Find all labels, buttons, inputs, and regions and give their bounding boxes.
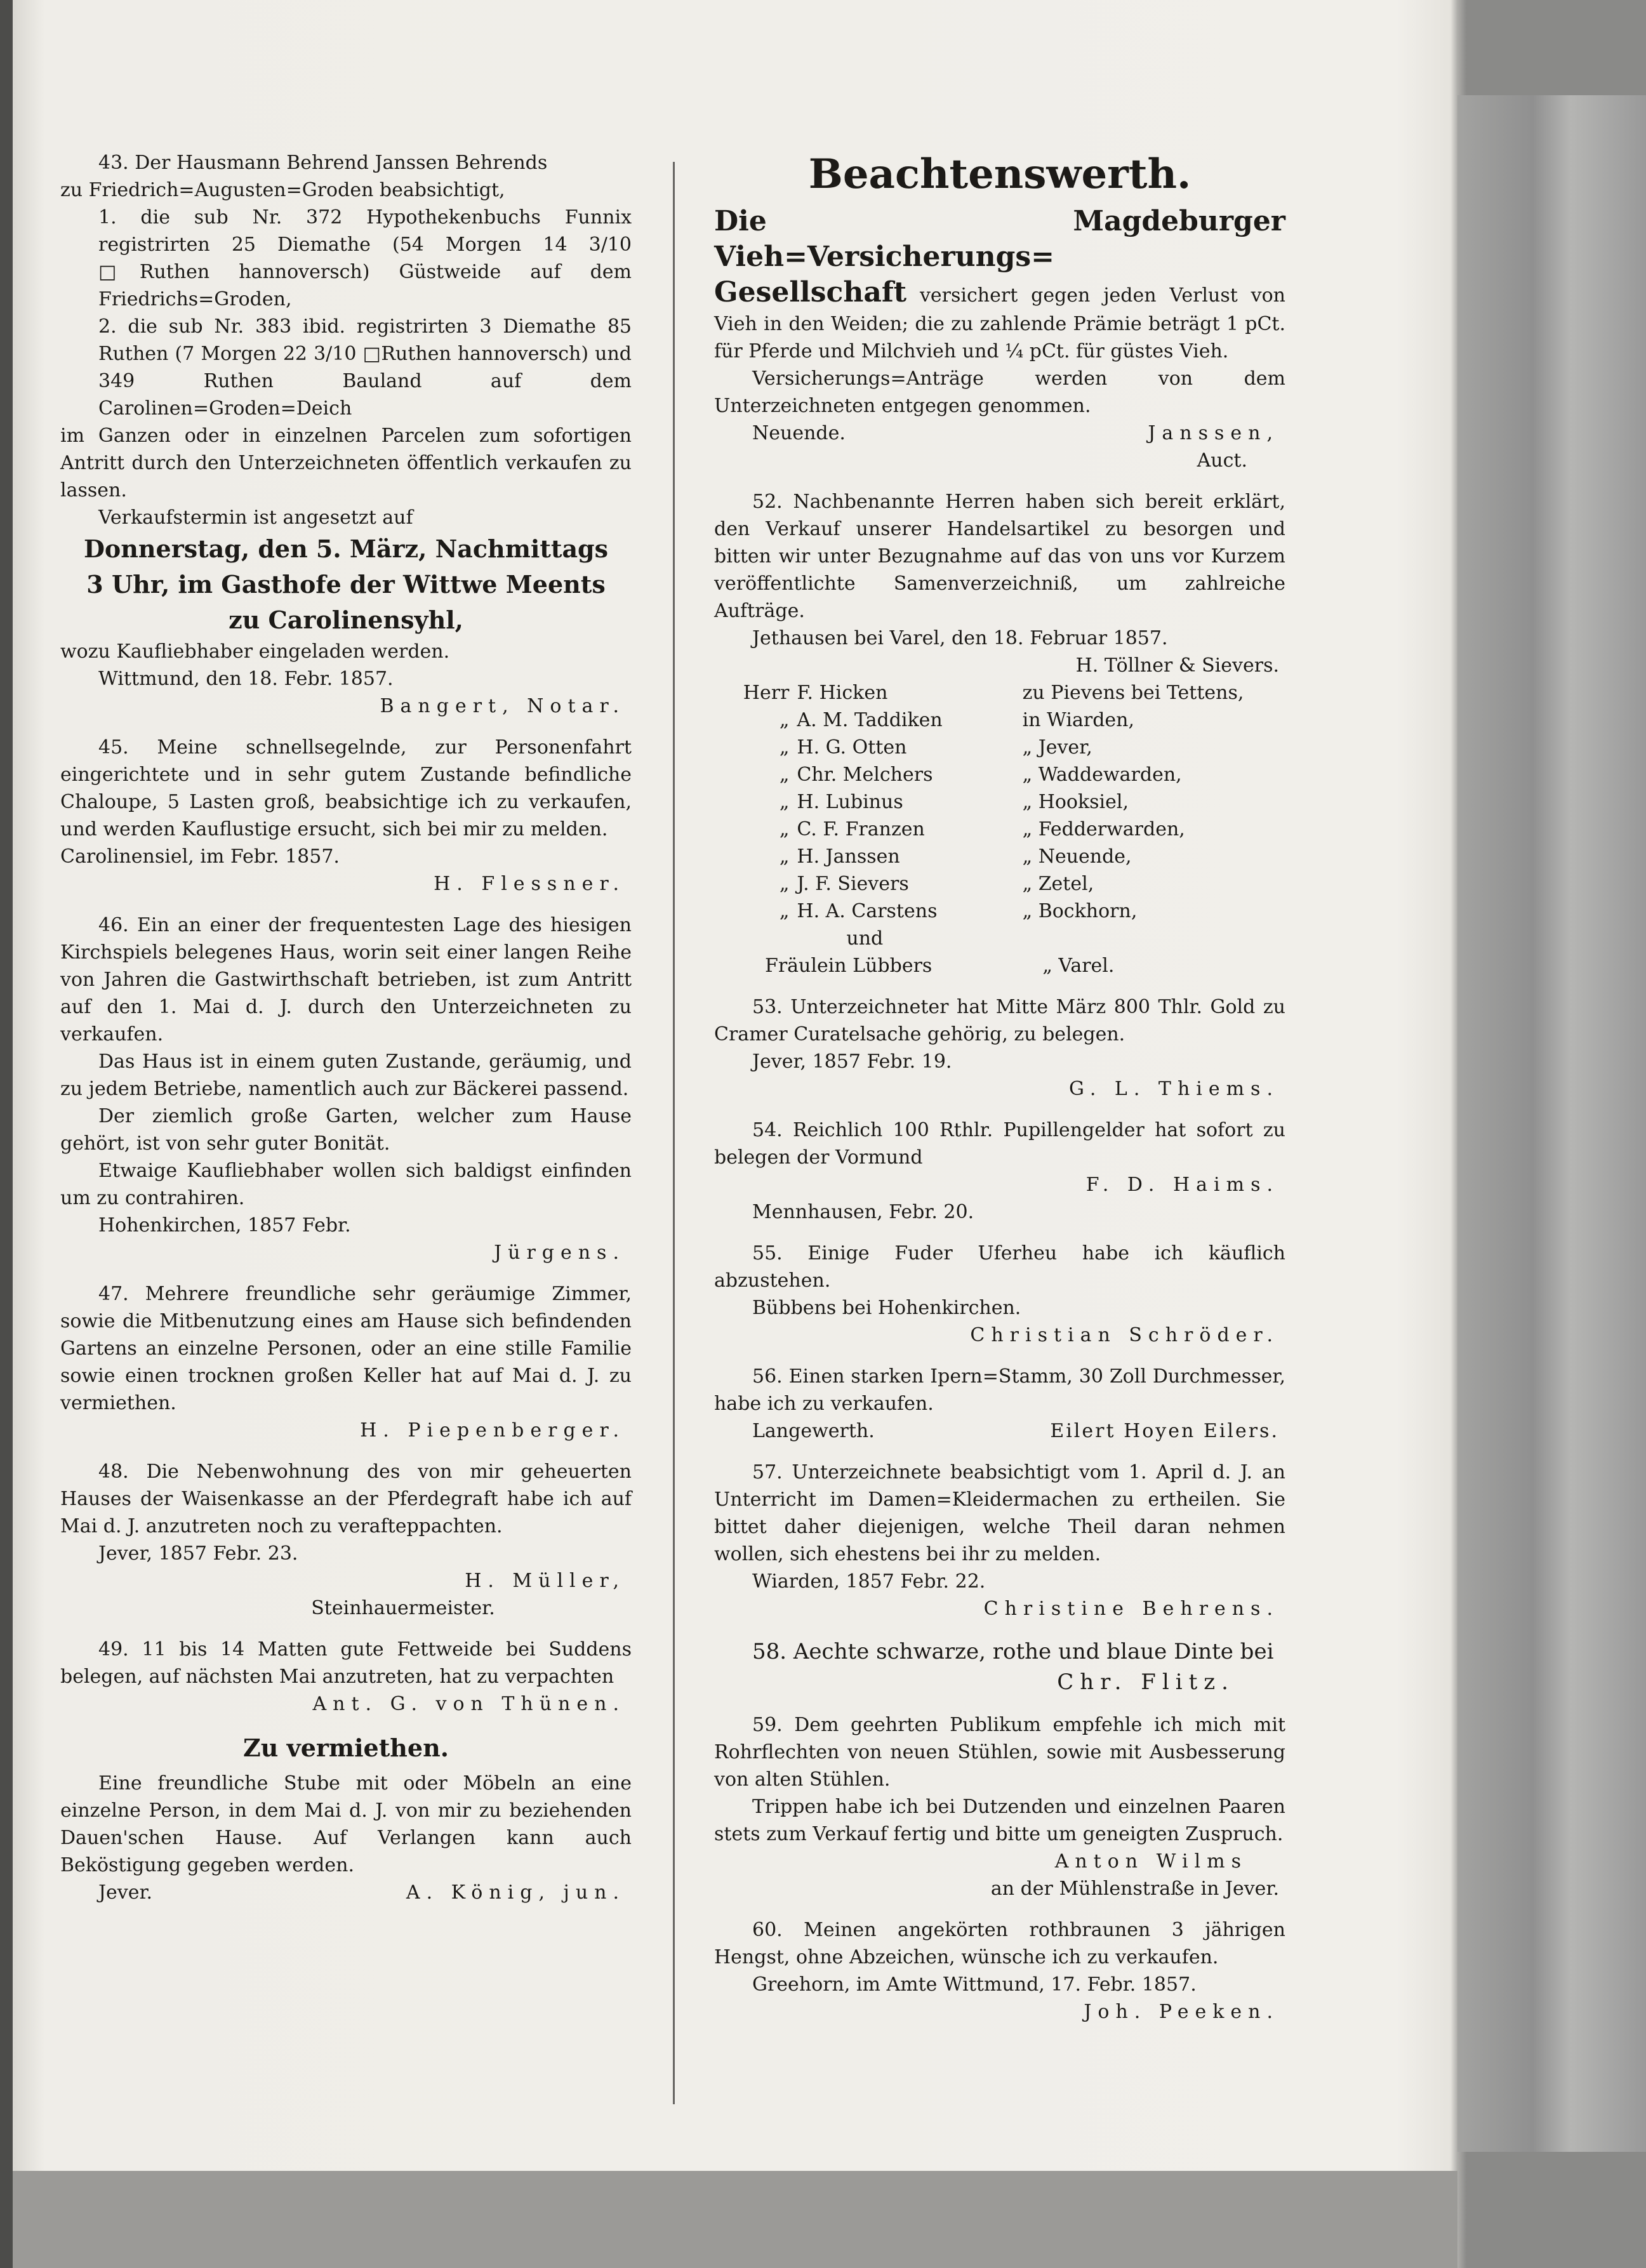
left-column: [60, 149, 632, 1920]
agent-row: [714, 816, 1285, 843]
agent-name: A. M. Taddiken: [797, 709, 943, 731]
agent-name: Chr. Melchers: [797, 764, 933, 786]
ad-43-invite: wozu Kaufliebhaber eingeladen werden.: [60, 640, 450, 663]
ad-46-body-4: Etwaige Kaufliebhaber wollen sich baldigst einfinden um zu contrahiren.: [60, 1160, 632, 1209]
zu-vermiethen-signature: A. König, jun.: [406, 1881, 625, 1904]
ad-55-body: 55. Einige Fuder Uferheu habe ich käuflich abzustehen.: [714, 1242, 1285, 1292]
agent-prefix: „: [779, 846, 790, 868]
agent-place: zu Pievens bei Tettens,: [1022, 682, 1244, 704]
ad-57-place-date: Wiarden, 1857 Febr. 22.: [752, 1570, 986, 1593]
agent-place: „ Neuende,: [1022, 846, 1132, 868]
ad-48-place-date: Jever, 1857 Febr. 23.: [98, 1542, 298, 1565]
zu-vermiethen-ad: [60, 1732, 632, 1906]
ad-60-place-date: Greehorn, im Amte Wittmund, 17. Febr. 1857.: [752, 1973, 1197, 1996]
agent-prefix: „: [779, 873, 790, 895]
beachtenswerth-subheading-1: Die Magdeburger Vieh=Versicherungs=: [714, 205, 1285, 273]
ad-59: [714, 1711, 1285, 1902]
ad-43-item-2: 2. die sub Nr. 383 ibid. registrirten 3 Diemathe 85 Ruthen (7 Morgen 22 3/10 □Ruthen hannoversch) und 349 Ruthen Bauland auf dem Carolinen=Groden=Deich: [98, 315, 632, 420]
ad-45-signature: H. Flessner.: [434, 873, 625, 895]
beachtenswerth-signature-title: Auct.: [1197, 449, 1247, 472]
ad-45-place-date: Carolinensiel, im Febr. 1857.: [60, 846, 340, 868]
agent-prefix: „: [779, 764, 790, 786]
agent-place: „ Waddewarden,: [1022, 764, 1182, 786]
ad-43-termin: Verkaufstermin ist angesetzt auf: [98, 507, 413, 529]
ad-52-place-date: Jethausen bei Varel, den 18. Februar 1857.: [752, 627, 1168, 649]
agent-row: [714, 706, 1285, 734]
ad-55: [714, 1240, 1285, 1349]
agent-name: H. A. Carstens: [797, 900, 938, 922]
page-bottom-margin: [13, 2171, 1457, 2268]
agent-prefix: „: [779, 709, 790, 731]
ad-43-item-1: 1. die sub Nr. 372 Hypothekenbuchs Funnix registrirten 25 Diemathe (54 Morgen 14 3/10 □Ruthen hannoversch) Güstweide auf dem Friedrichs=Groden,: [98, 206, 632, 310]
column-divider: [673, 162, 675, 2104]
agent-row: [714, 734, 1285, 761]
agent-place: „ Bockhorn,: [1022, 900, 1138, 922]
agent-und-row: [714, 925, 1285, 952]
ad-46-signature: Jürgens.: [494, 1242, 625, 1264]
agent-row: [714, 788, 1285, 816]
ad-43-body: im Ganzen oder in einzelnen Parcelen zum sofortigen Antritt durch den Unterzeichneten öffentlich verkaufen zu lassen.: [60, 425, 632, 501]
beachtenswerth-subheading-2: Gesellschaft: [714, 276, 907, 308]
ad-45-body: 45. Meine schnellsegelnde, zur Personenfahrt eingerichtete und in sehr gutem Zustande befindliche Chaloupe, 5 Lasten groß, beabsichtige ich zu verkaufen, und werden Kauflustige ersucht, sich bei mir zu melden.: [60, 736, 632, 840]
ad-58-signature: Chr. Flitz.: [1057, 1669, 1235, 1695]
agent-place-last: „ Varel.: [1042, 955, 1115, 977]
ad-54: [714, 1117, 1285, 1226]
ad-43: [60, 149, 632, 720]
ad-43-place-date: Wittmund, den 18. Febr. 1857.: [98, 668, 394, 690]
ad-43-date-line-1: Donnerstag, den 5. März, Nachmittags: [83, 534, 609, 563]
ad-59-body: 59. Dem geehrten Publikum empfehle ich mich mit Rohrflechten von neuen Stühlen, sowie mit Ausbesserung von alten Stühlen.: [714, 1714, 1285, 1791]
beachtenswerth-footer: [714, 420, 1285, 447]
ad-48-signature: H. Müller,: [465, 1570, 625, 1592]
ad-43-date-line-2: 3 Uhr, im Gasthofe der Wittwe Meents: [86, 570, 606, 599]
ad-56-footer: [714, 1417, 1285, 1445]
ad-53: [714, 993, 1285, 1103]
agent-name: F. Hicken: [797, 682, 888, 704]
agent-name: J. F. Sievers: [797, 873, 909, 895]
ad-52-body: 52. Nachbenannte Herren haben sich bereit erklärt, den Verkauf unserer Handelsartikel zu besorgen und bitten wir unter Bezugnahme auf das von uns vor Kurzem veröffentlichte Samenverzeichniß, um zahlreiche Aufträge.: [714, 491, 1285, 622]
ad-59-signature: Anton Wilms: [1054, 1850, 1247, 1873]
ad-43-date-line-3: zu Carolinensyhl,: [229, 606, 463, 634]
agent-row: [714, 843, 1285, 870]
ad-47-body: 47. Mehrere freundliche sehr geräumige Zimmer, sowie die Mitbenutzung eines am Hause sich befindenden Gartens an einzelne Personen, oder an eine stille Familie sowie einen trocknen großen Keller hat auf Mai d. J. zu vermiethen.: [60, 1283, 632, 1414]
ad-47: [60, 1280, 632, 1444]
book-spine-edge: [1457, 95, 1646, 2152]
ad-46: [60, 912, 632, 1266]
ad-60: [714, 1916, 1285, 2026]
ad-49-signature: Ant. G. von Thünen.: [312, 1693, 625, 1715]
beachtenswerth-ad: [714, 149, 1285, 474]
agent-name-last: Fräulein Lübbers: [765, 955, 933, 977]
ad-60-body: 60. Meinen angekörten rothbraunen 3 jährigen Hengst, ohne Abzeichen, wünsche ich zu verkaufen.: [714, 1919, 1285, 1968]
ad-57-body: 57. Unterzeichnete beabsichtigt vom 1. April d. J. an Unterricht im Damen=Kleidermachen zu ertheilen. Sie bittet daher diejenigen, welche Theil daran nehmen wollen, sich ehestens bei ihr zu melden.: [714, 1461, 1285, 1565]
zu-vermiethen-place: Jever.: [98, 1881, 153, 1904]
beachtenswerth-body: versichert gegen jeden Verlust von Vieh in den Weiden; die zu zahlende Prämie beträgt 1 pCt. für Pferde und Milchvieh und ¼ pCt. für güstes Vieh.: [714, 284, 1285, 362]
right-column: [714, 149, 1285, 2039]
agent-name: H. G. Otten: [797, 736, 907, 759]
ad-58: [714, 1636, 1285, 1697]
ad-53-body: 53. Unterzeichneter hat Mitte März 800 Thlr. Gold zu Cramer Curatelsache gehörig, zu belegen.: [714, 996, 1285, 1045]
ad-45: [60, 734, 632, 898]
beachtenswerth-signature: Janssen,: [1148, 422, 1279, 444]
ad-52-agent-list: [714, 679, 1285, 979]
agent-prefix: „: [779, 900, 790, 922]
ad-57-signature: Christine Behrens.: [983, 1598, 1279, 1620]
ad-55-signature: Christian Schröder.: [970, 1324, 1279, 1346]
agent-row-last: [714, 952, 1285, 979]
agent-prefix: „: [779, 736, 790, 759]
ad-60-signature: Joh. Peeken.: [1084, 2001, 1279, 2023]
agent-row: [714, 870, 1285, 898]
ad-55-place: Bübbens bei Hohenkirchen.: [752, 1297, 1021, 1319]
ad-54-body: 54. Reichlich 100 Rthlr. Pupillengelder hat sofort zu belegen der Vormund: [714, 1119, 1285, 1169]
zu-vermiethen-heading: Zu vermiethen.: [243, 1734, 449, 1762]
agent-row: [714, 679, 1285, 706]
ad-57: [714, 1459, 1285, 1622]
ad-46-body-2: Das Haus ist in einem guten Zustande, geräumig, und zu jedem Betriebe, namentlich auch zur Bäckerei passend.: [60, 1051, 632, 1100]
agent-place: „ Hooksiel,: [1022, 791, 1129, 813]
ad-56-body: 56. Einen starken Ipern=Stamm, 30 Zoll Durchmesser, habe ich zu verkaufen.: [714, 1365, 1285, 1415]
ad-56: [714, 1363, 1285, 1445]
beachtenswerth-body-2: Versicherungs=Anträge werden von dem Unterzeichneten entgegen genommen.: [714, 368, 1285, 417]
agent-place: in Wiarden,: [1022, 709, 1135, 731]
ad-43-signature: Bangert, Notar.: [380, 695, 625, 717]
agent-prefix: „: [779, 791, 790, 813]
ad-54-signature: F. D. Haims.: [1085, 1174, 1279, 1196]
ad-56-signature: Eilert Hoyen Eilers.: [1050, 1420, 1279, 1442]
agent-und: und: [846, 927, 884, 950]
agent-prefix: „: [779, 818, 790, 840]
agent-row: [714, 898, 1285, 925]
agent-row: [714, 761, 1285, 788]
beachtenswerth-place: Neuende.: [752, 422, 846, 444]
agent-place: „ Fedderwarden,: [1022, 818, 1185, 840]
ad-48: [60, 1458, 632, 1622]
zu-vermiethen-body: Eine freundliche Stube mit oder Möbeln an eine einzelne Person, in dem Mai d. J. von mir zu beziehenden Dauen'schen Hause. Auf Verlangen kann auch Beköstigung gegeben werden.: [60, 1772, 632, 1876]
ad-46-body-3: Der ziemlich große Garten, welcher zum Hause gehört, ist von sehr guter Bonität.: [60, 1105, 632, 1155]
ad-48-signature-title: Steinhauermeister.: [311, 1597, 495, 1619]
ad-59-signature-title: an der Mühlenstraße in Jever.: [990, 1878, 1279, 1900]
ad-49: [60, 1636, 632, 1718]
ad-43-line-1: 43. Der Hausmann Behrend Janssen Behrends: [98, 152, 548, 174]
ad-53-place-date: Jever, 1857 Febr. 19.: [752, 1051, 952, 1073]
ad-52-signature: H. Töllner & Sievers.: [1075, 654, 1279, 677]
agent-place: „ Zetel,: [1022, 873, 1094, 895]
ad-58-body: 58. Aechte schwarze, rothe und blaue Dinte bei: [752, 1639, 1274, 1664]
left-page-edge: [0, 0, 13, 2268]
agent-place: „ Jever,: [1022, 736, 1092, 759]
agent-name: H. Janssen: [797, 846, 900, 868]
ad-47-signature: H. Piepenberger.: [360, 1419, 625, 1442]
ad-52: [714, 488, 1285, 979]
agent-prefix: Herr: [743, 682, 790, 704]
ad-43-line-2: zu Friedrich=Augusten=Groden beabsichtigt,: [60, 179, 505, 201]
ad-56-place: Langewerth.: [752, 1420, 875, 1442]
ad-53-signature: G. L. Thiems.: [1068, 1078, 1279, 1100]
zu-vermiethen-footer: [60, 1879, 632, 1906]
ad-49-body: 49. 11 bis 14 Matten gute Fettweide bei Suddens belegen, auf nächsten Mai anzutreten, hat zu verpachten: [60, 1638, 632, 1688]
agent-name: C. F. Franzen: [797, 818, 925, 840]
ad-59-body-2: Trippen habe ich bei Dutzenden und einzelnen Paaren stets zum Verkauf fertig und bitte um geneigten Zuspruch.: [714, 1796, 1285, 1845]
ad-46-body: 46. Ein an einer der frequentesten Lage des hiesigen Kirchspiels belegenes Haus, worin seit einer langen Reihe von Jahren die Gastwirthschaft betrieben, ist zum Antritt auf den 1. Mai d. J. durch den Unterzeichneten zu verkaufen.: [60, 914, 632, 1045]
ad-46-place-date: Hohenkirchen, 1857 Febr.: [98, 1214, 351, 1237]
beachtenswerth-heading: Beachtenswerth.: [808, 150, 1191, 198]
ad-48-body: 48. Die Nebenwohnung des von mir geheuerten Hauses der Waisenkasse an der Pferdegraft habe ich auf Mai d. J. anzutreten noch zu veraftерpachten.: [60, 1461, 632, 1537]
agent-name: H. Lubinus: [797, 791, 903, 813]
newspaper-page: [60, 124, 1343, 2142]
ad-54-place-date: Mennhausen, Febr. 20.: [752, 1201, 974, 1223]
